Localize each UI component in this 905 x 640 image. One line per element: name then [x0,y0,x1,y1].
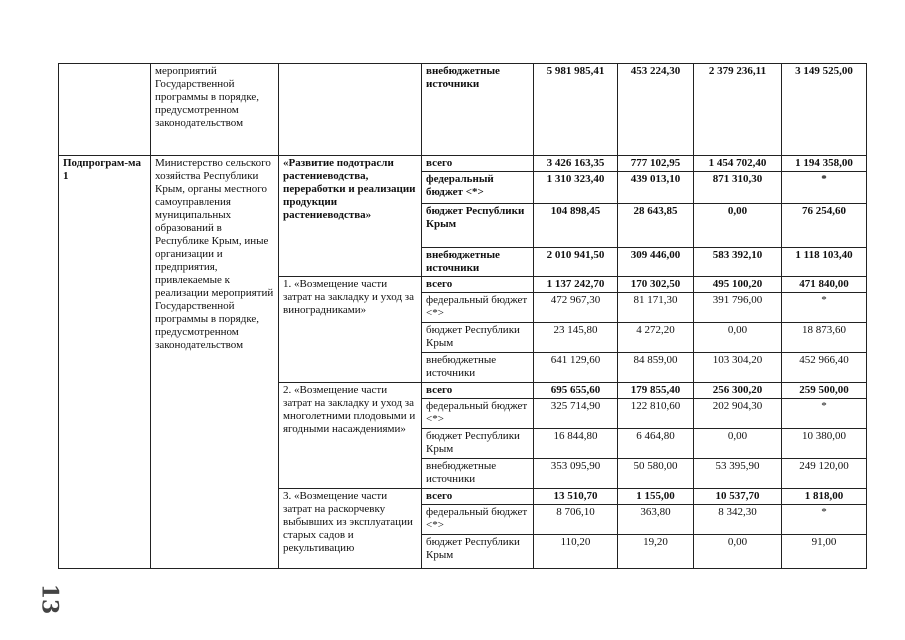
table-row [59,64,867,156]
source-cell: федеральный бюджет <*> [422,399,534,429]
executor-cell: мероприятий Государственной программы в порядке, предусмотренном законодательством [151,64,279,156]
value-year-1: 179 855,40 [618,383,694,399]
value-total: 2 010 941,50 [534,248,618,277]
value-year-2: 2 379 236,11 [694,64,782,156]
value-year-3: * [782,505,867,535]
value-year-2: 583 392,10 [694,248,782,277]
value-total: 16 844,80 [534,429,618,459]
value-year-1: 1 155,00 [618,489,694,505]
value-year-2: 10 537,70 [694,489,782,505]
source-cell: федеральный бюджет <*> [422,293,534,323]
value-year-3: 18 873,60 [782,323,867,353]
value-year-3: 249 120,00 [782,459,867,489]
value-year-1: 439 013,10 [618,172,694,204]
status-cell [59,64,151,156]
value-year-2: 391 796,00 [694,293,782,323]
value-year-2: 53 395,90 [694,459,782,489]
source-cell: внебюджетные источники [422,248,534,277]
value-year-3: 76 254,60 [782,204,867,248]
source-cell: внебюджетные источники [422,459,534,489]
value-total: 104 898,45 [534,204,618,248]
value-year-1: 363,80 [618,505,694,535]
value-year-1: 453 224,30 [618,64,694,156]
table-row [59,156,867,172]
value-year-3: 471 840,00 [782,277,867,293]
value-year-1: 84 859,00 [618,353,694,383]
executor-cell: Министерство сельского хозяйства Республики Крым, органы местного самоуправления муниципальных образований в Республике Крым, иные организации и предприятия, привлекаемые к реализации мероприятий Государственной программы в порядке, предусмотренном законодательством [151,156,279,569]
source-cell: федеральный бюджет <*> [422,172,534,204]
value-year-2: 495 100,20 [694,277,782,293]
measure-name: 3. «Возмещение части затрат на раскорчевку выбывших из эксплуатации старых садов и рекультивацию [279,489,422,569]
value-total: 472 967,30 [534,293,618,323]
value-year-3: 259 500,00 [782,383,867,399]
value-year-3: * [782,399,867,429]
value-year-1: 170 302,50 [618,277,694,293]
value-year-3: 10 380,00 [782,429,867,459]
value-year-1: 50 580,00 [618,459,694,489]
value-year-1: 4 272,20 [618,323,694,353]
value-year-3: 1 194 358,00 [782,156,867,172]
value-total: 1 137 242,70 [534,277,618,293]
value-total: 641 129,60 [534,353,618,383]
name-cell [279,64,422,156]
source-cell: всего [422,156,534,172]
value-year-2: 0,00 [694,535,782,569]
value-total: 8 706,10 [534,505,618,535]
source-cell: внебюджетные источники [422,353,534,383]
value-total: 110,20 [534,535,618,569]
value-year-2: 103 304,20 [694,353,782,383]
value-year-1: 777 102,95 [618,156,694,172]
source-cell: бюджет Республики Крым [422,204,534,248]
source-cell: бюджет Республики Крым [422,429,534,459]
source-cell: всего [422,489,534,505]
value-year-1: 309 446,00 [618,248,694,277]
source-cell: всего [422,383,534,399]
value-total: 325 714,90 [534,399,618,429]
value-total: 23 145,80 [534,323,618,353]
value-year-2: 0,00 [694,204,782,248]
source-cell: бюджет Республики Крым [422,323,534,353]
value-year-1: 28 643,85 [618,204,694,248]
value-year-2: 871 310,30 [694,172,782,204]
value-year-2: 256 300,20 [694,383,782,399]
page-number-mark: 13 [36,583,63,615]
value-year-1: 19,20 [618,535,694,569]
source-cell: федеральный бюджет <*> [422,505,534,535]
value-year-2: 0,00 [694,429,782,459]
value-year-1: 6 464,80 [618,429,694,459]
value-total: 1 310 323,40 [534,172,618,204]
value-year-3: 1 118 103,40 [782,248,867,277]
value-year-2: 1 454 702,40 [694,156,782,172]
value-year-1: 122 810,60 [618,399,694,429]
value-year-3: 91,00 [782,535,867,569]
value-year-2: 0,00 [694,323,782,353]
subprogram-name: «Развитие подотрасли растениеводства, переработки и реализации продукции растениеводства» [279,156,422,277]
value-year-3: 452 966,40 [782,353,867,383]
value-total: 353 095,90 [534,459,618,489]
value-year-3: 3 149 525,00 [782,64,867,156]
measure-name: 1. «Возмещение части затрат на закладку и уход за виноградниками» [279,277,422,383]
measure-name: 2. «Возмещение части затрат на закладку и уход за многолетними плодовыми и ягодными насаждениями» [279,383,422,489]
source-cell: всего [422,277,534,293]
budget-table [58,63,867,569]
value-year-3: * [782,172,867,204]
value-total: 3 426 163,35 [534,156,618,172]
value-year-2: 8 342,30 [694,505,782,535]
subprogram-label: Подпрограм-ма 1 [59,156,151,569]
value-year-1: 81 171,30 [618,293,694,323]
value-total: 5 981 985,41 [534,64,618,156]
value-total: 13 510,70 [534,489,618,505]
value-total: 695 655,60 [534,383,618,399]
value-year-2: 202 904,30 [694,399,782,429]
source-cell: внебюджетные источники [422,64,534,156]
value-year-3: 1 818,00 [782,489,867,505]
source-cell: бюджет Республики Крым [422,535,534,569]
value-year-3: * [782,293,867,323]
